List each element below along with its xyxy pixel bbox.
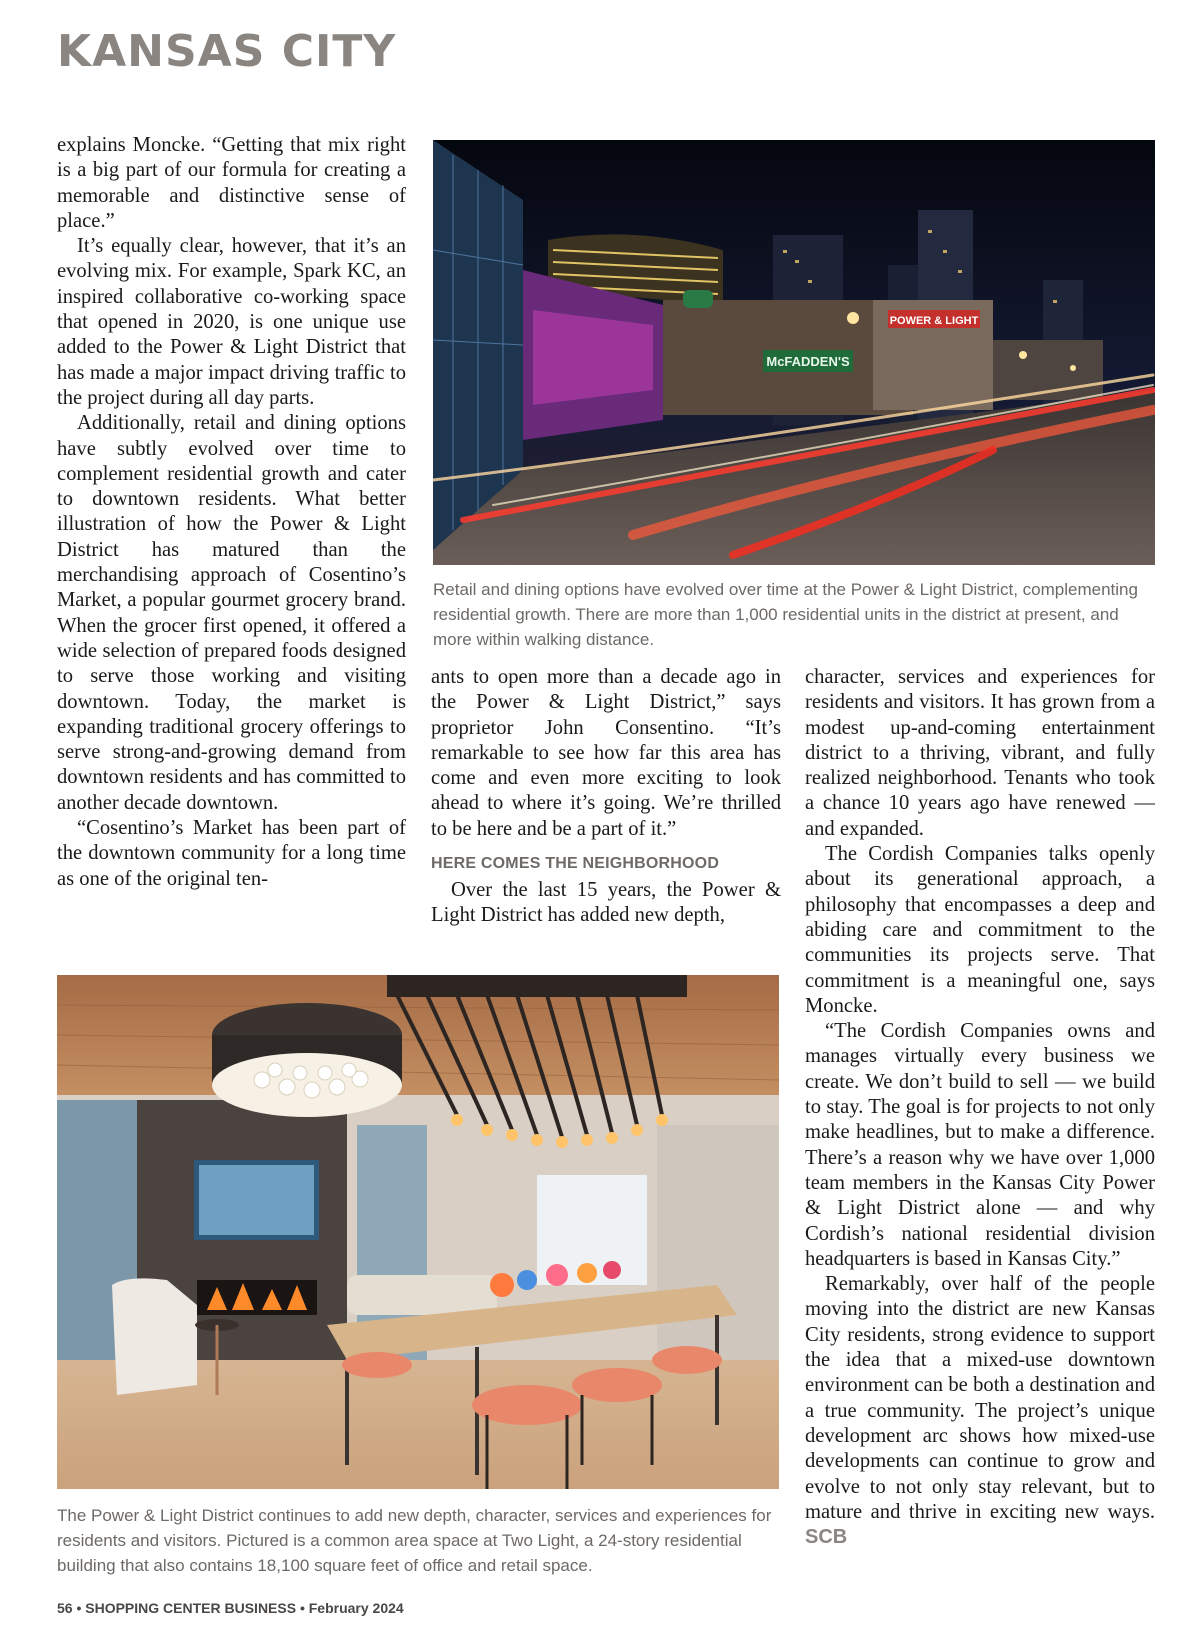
paragraph: The Cordish Companies talks openly about its generational approach, a philosophy that encompasses a deep and abiding care and commitment to the communities its projects serve. That commitment is a meaningful one, says Moncke.	[805, 843, 1155, 1017]
mcfaddens-sign: McFADDEN'S	[766, 354, 850, 369]
photo-caption-night: Retail and dining options have evolved over time at the Power & Light District, complementing residential growth. There are more than 1,000 residential units in the district at present, and more within walking distance.	[433, 580, 1138, 649]
paragraph: “The Cordish Companies owns and manages virtually every business we create. We don’t build to sell — we build to stay. The goal is for projects to not only make headlines, but to make a difference. There’s a reason why we have over 1,000 team members in the Kansas City Power & Light District alone — and why Cordish’s national residential division headquarters is based in Kansas City.”	[805, 1020, 1155, 1270]
paragraph: It’s equally clear, however, that it’s an evolving mix. For example, Spark KC, an inspired collaborative co-working space that opened in 2020, is one unique use added to the Power & Light District that has made a major impact driving traffic to the project during all day parts.	[57, 235, 406, 409]
paragraph: Over the last 15 years, the Power & Light District has added new depth,	[431, 879, 781, 927]
article-column-1	[57, 133, 406, 892]
paragraph	[805, 1272, 1155, 1550]
photo-icon	[433, 140, 1155, 565]
signoff-mark: SCB	[805, 1526, 848, 1549]
paragraph: “Cosentino’s Market has been part of the downtown community for a long time as one of the original ten-	[57, 817, 406, 890]
section-title: KANSAS CITY	[57, 26, 397, 77]
power-light-sign: POWER & LIGHT	[889, 315, 979, 327]
paragraph: explains Moncke. “Getting that mix right is a big part of our formula for creating a memorable and distinctive sense of place.”	[57, 134, 406, 232]
paragraph: ants to open more than a decade ago in the Power & Light District,” says proprietor John Consentino. “It’s remarkable to see how far this area has come and even more exciting to look ahead to where it’s going. We’re thrilled to be here and be a part of it.”	[431, 666, 781, 840]
article-column-3	[805, 665, 1155, 1550]
article-column-2	[431, 665, 781, 929]
subheading: HERE COMES THE NEIGHBORHOOD	[431, 855, 720, 873]
photo-icon	[57, 975, 779, 1489]
paragraph: character, services and experiences for residents and visitors. It has grown from a modest up-and-coming entertainment district to a thriving, vibrant, and fully realized neighborhood. Tenants who took a chance 10 years ago have renewed — and expanded.	[805, 666, 1155, 840]
paragraph: Additionally, retail and dining options have subtly evolved over time to complement residential growth and cater to downtown residents. What better illustration of how the Power & Light District has matured than the merchandising approach of Cosentino’s Market, a popular gourmet grocery brand. When the grocer first opened, it offered a wide selection of prepared foods designed to serve those working and visiting downtown. Today, the market is expanding traditional grocery offerings to serve strong-and-growing demand from downtown residents and has committed to another decade downtown.	[57, 412, 406, 814]
lounge-photo	[57, 975, 779, 1489]
paragraph-text: Remarkably, over half of the people moving into the district are new Kansas City residents, strong evidence to support the idea that a mixed-use downtown environment can be both a destination and a true community. The project’s unique development arc shows how mixed-use developments can continue to grow and evolve to not only stay relevant, but to mature and thrive in exciting new ways.	[805, 1273, 1155, 1523]
night-street-photo	[433, 140, 1155, 565]
photo-caption-lounge: The Power & Light District continues to add new depth, character, services and experiences for residents and visitors. Pictured is a common area space at Two Light, a 24-story residential building that also contains 18,100 square feet of office and retail space.	[57, 1506, 772, 1575]
page-footer: 56 • SHOPPING CENTER BUSINESS • February 2024	[57, 1600, 404, 1616]
